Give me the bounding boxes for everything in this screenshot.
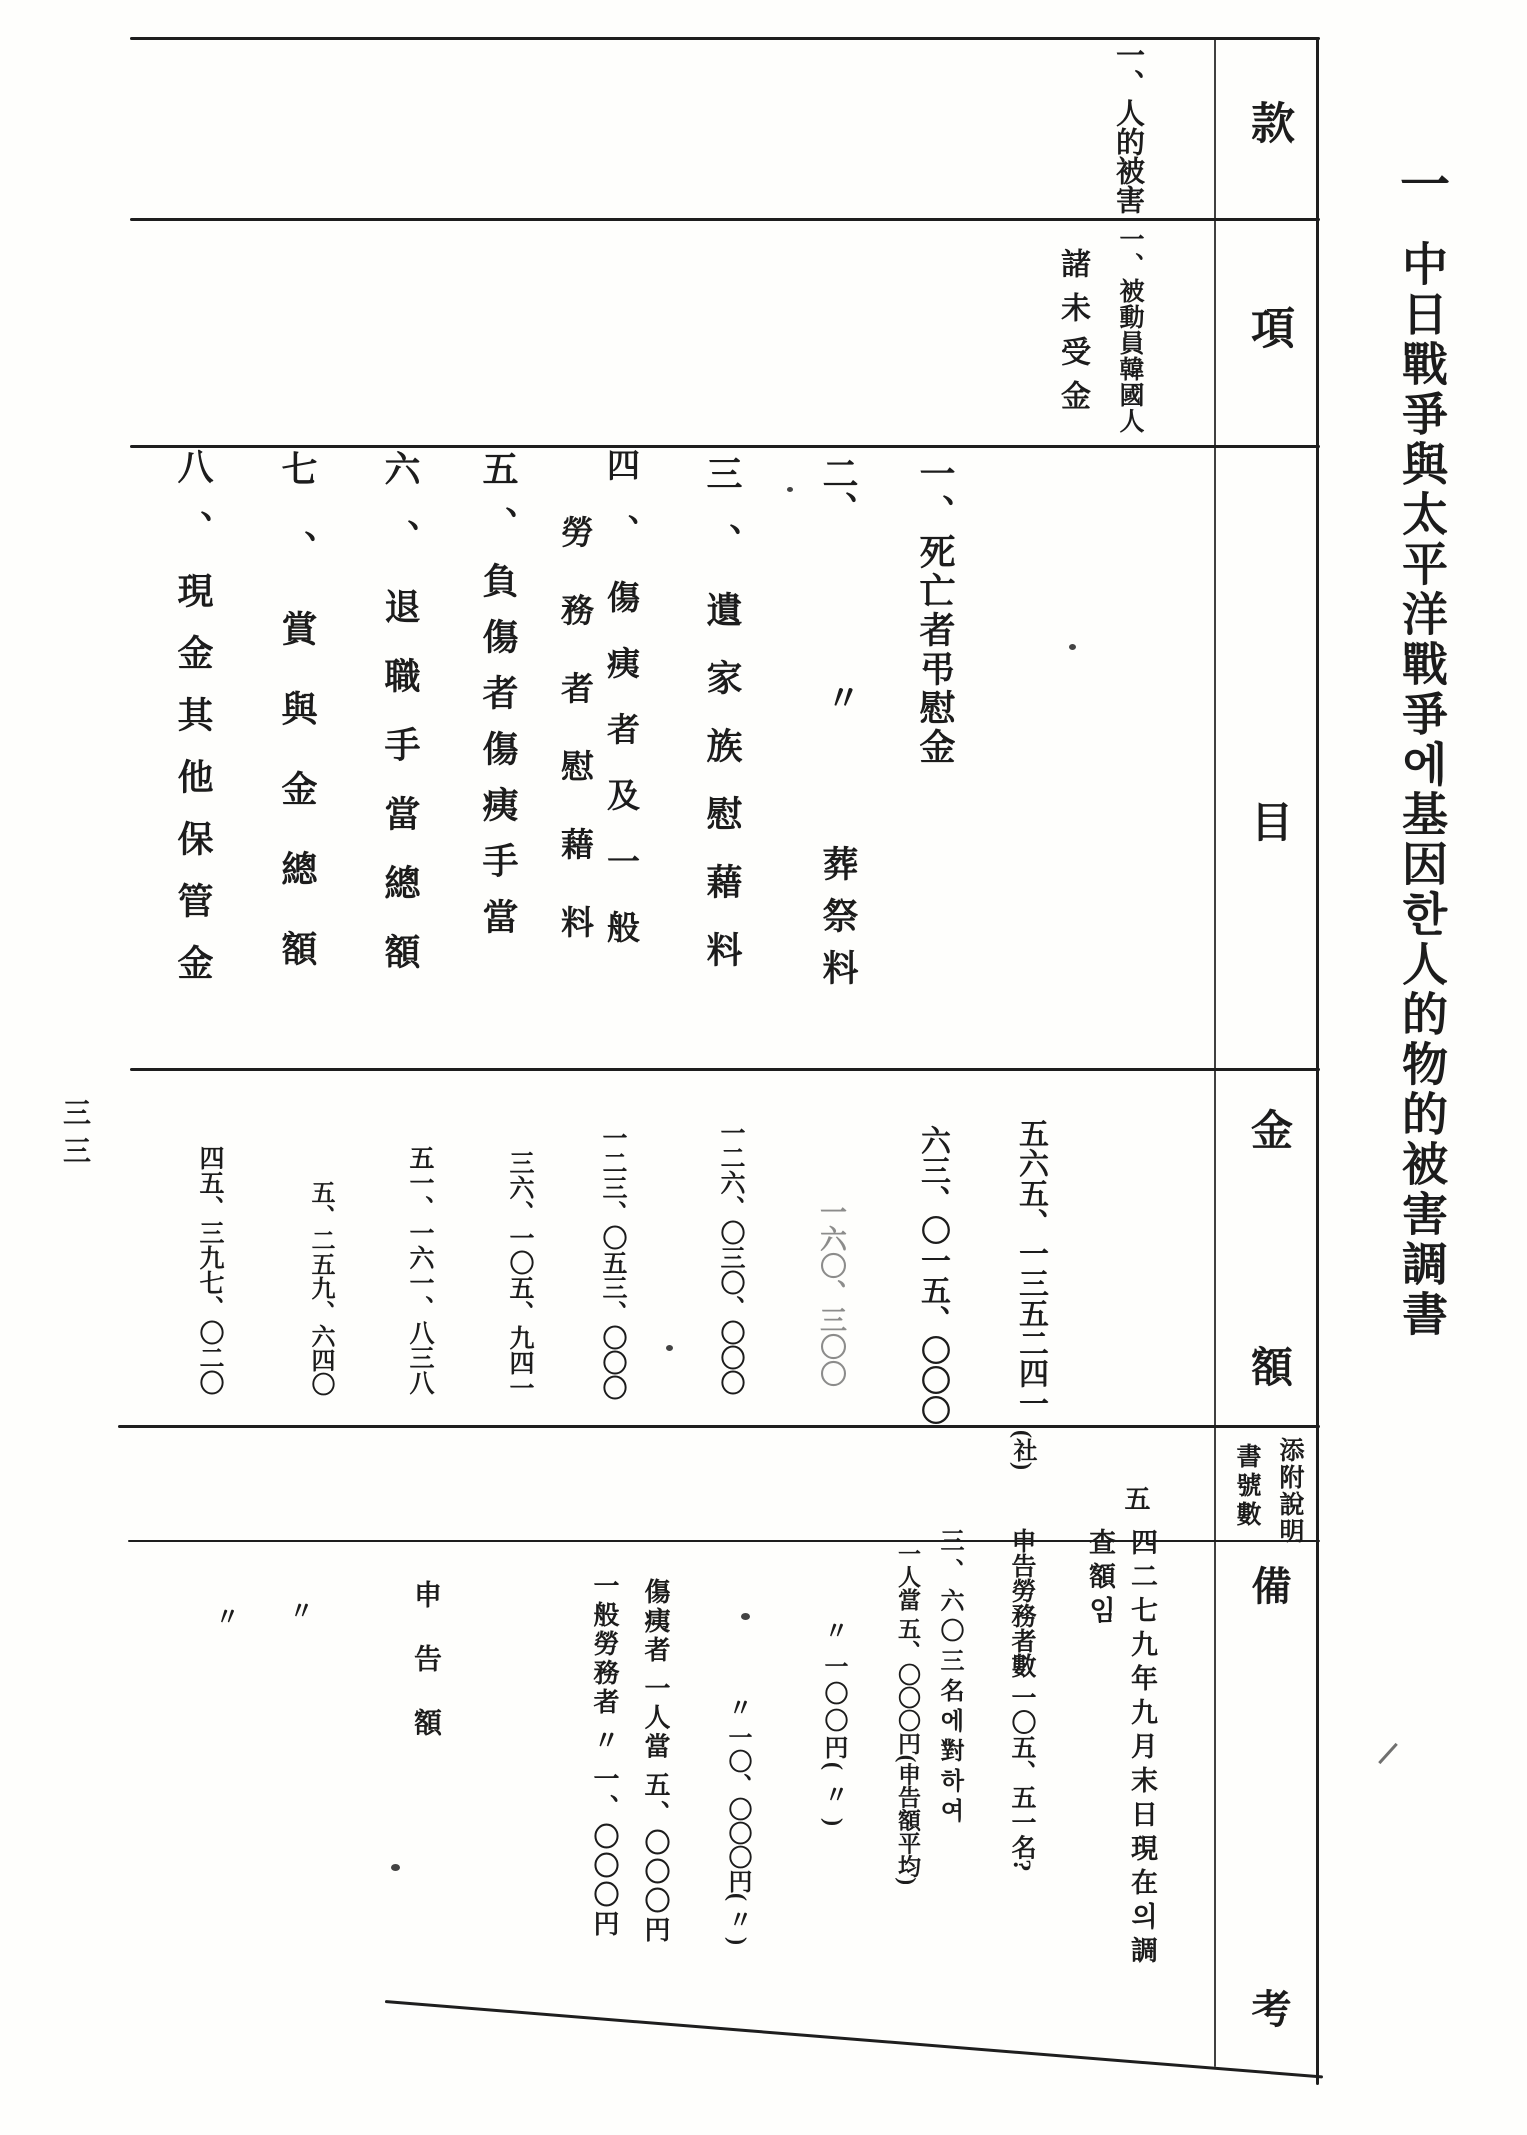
item-col-3-bereaved-family-consolation: 三、遺家族慰藉料: [702, 455, 742, 999]
ink-dot: [787, 487, 793, 492]
hang-entry-line1-mobilized-koreans: 一、被動員韓國人: [1116, 226, 1143, 434]
remark-general-laborer-1000yen: 一般勞務者 〃 一、〇〇〇円: [590, 1572, 619, 1939]
amount-col-7: 五、二五九、六四〇: [307, 1180, 333, 1396]
amount-col-1: 五六五、一三五二四一: [1014, 1118, 1047, 1418]
attach-number-5: 五: [1121, 1485, 1150, 1511]
amount-col-5: 三六、一〇五、九四一: [506, 1150, 533, 1400]
item-col-4-line2-laborer-consolation: 勞務者慰藉料: [556, 515, 592, 983]
header-cell-mok: 目: [1245, 800, 1291, 842]
remark-survey-date-line2: 查額임: [1085, 1528, 1115, 1630]
page-title: 中日戰爭與太平洋戰爭에基因한人的物的被害調書: [1396, 240, 1447, 1340]
header-cell-hang: 項: [1244, 305, 1293, 349]
ink-dot: [391, 1864, 400, 1871]
header-cell-aek: 額: [1245, 1345, 1291, 1387]
remark-declared-amount: 申告額: [410, 1580, 441, 1772]
page-number: 三三: [59, 1098, 90, 1174]
rule-below-mok-band: [130, 1068, 1320, 1071]
title-index: 一: [1393, 158, 1449, 208]
amount-col-6: 五一、一六一、八三八: [406, 1145, 433, 1395]
header-cell-go: 考: [1246, 1988, 1291, 2028]
remark-ditto-item8: 〃: [211, 1604, 237, 1628]
remark-ditto-100yen: 〃 一〇〇円( 〃 ): [820, 1618, 846, 1829]
remark-3603-persons: 三、六〇三名에對하여: [936, 1528, 962, 1828]
amount-col-2: 六三、〇一五、〇〇〇: [916, 1125, 949, 1425]
item-col-5-injury-allowance: 五、負傷者傷痍手當: [478, 450, 518, 954]
rule-below-hang-band: [130, 445, 1320, 448]
item-col-2-number: 二、: [818, 455, 858, 527]
item-col-7-bonus-total: 七、賞與金總額: [277, 450, 317, 1010]
rule-below-kwan-band: [130, 218, 1320, 221]
amount-col-8: 四五、三九七、〇二〇: [196, 1145, 223, 1395]
remark-ditto-item7: 〃: [285, 1598, 311, 1622]
item-col-2-ditto-mark: 〃: [821, 680, 858, 714]
ink-dot: [741, 1613, 750, 1620]
remark-ditto-10000yen: 〃 一〇、〇〇〇円( 〃 ): [724, 1695, 750, 1945]
header-cell-geum: 金: [1245, 1108, 1291, 1150]
table-border-right: [1316, 37, 1319, 2085]
ink-dot: [666, 1345, 673, 1351]
hang-entry-line2-unreceived-money: 諸未受金: [1056, 248, 1089, 424]
remark-wounded-per-person-5000yen: 傷痍者 一人當 五、〇〇〇円: [641, 1578, 670, 1945]
remark-per-person-5000yen-average: 一人當 五、〇〇〇円(申告額平均): [895, 1542, 920, 1886]
item-col-8-cash-custody-money: 八、現金其他保管金: [173, 448, 213, 1006]
item-col-4-line1-wounded-and-general: 四、傷痍者及一般: [602, 448, 638, 976]
kwan-entry-human-damage: 一、人的被害: [1112, 40, 1144, 214]
attach-number-sa: (社): [1009, 1430, 1035, 1470]
header-cell-bi: 備: [1246, 1565, 1291, 1605]
remark-declared-laborer-count: 申告勞務者數 一〇五、五一名?: [1008, 1528, 1035, 1872]
header-cell-attach-line2: 書號數: [1233, 1443, 1260, 1530]
remark-survey-date-line1: 四二七九年九月末日現在의調: [1127, 1528, 1157, 1970]
rule-below-amount-band: [118, 1425, 1320, 1428]
header-cell-kwan: 款: [1244, 100, 1293, 144]
table-border-bottom: [385, 2000, 1323, 2078]
amount-col-4: 一二三、〇五三、〇〇〇: [599, 1125, 626, 1400]
ink-dot: [1069, 644, 1076, 650]
handwritten-tick-mark: [1378, 1743, 1398, 1764]
item-col-2-funeral-fee: 葬祭料: [818, 845, 858, 1001]
item-col-6-retirement-allowance: 六、退職手當總額: [380, 450, 420, 1002]
amount-col-2x-faint: 一六〇、三〇〇: [816, 1198, 846, 1387]
header-cell-attach-line1: 添附說明: [1276, 1437, 1303, 1545]
item-col-1-death-condolence: 一、死亡者弔慰金: [915, 455, 955, 767]
header-column-divider: [1214, 37, 1216, 2067]
amount-col-3: 一二六、〇三〇、〇〇〇: [717, 1120, 744, 1395]
